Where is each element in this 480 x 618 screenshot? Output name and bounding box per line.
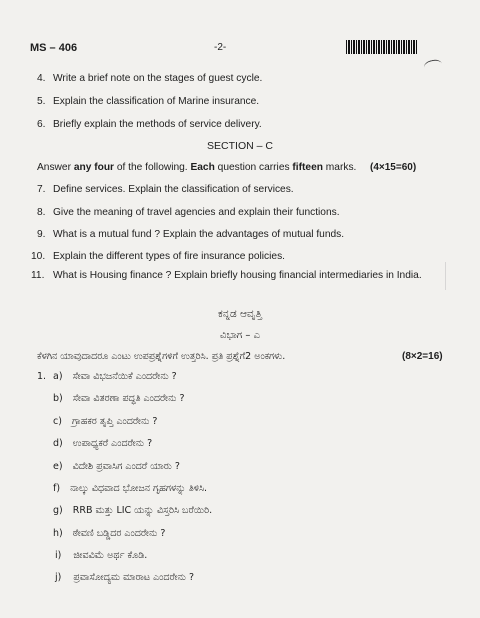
- sub-label: b): [53, 393, 63, 404]
- question-number: 11.: [31, 270, 45, 281]
- page-header: [30, 42, 418, 56]
- kannada-sub-question: [53, 371, 177, 383]
- question-text: What is Housing finance ? Explain briefly housing financial intermediaries in India.: [53, 270, 422, 281]
- sub-text: ಸೇವಾ ವಿಭಜನೆಯಿಕೆ ಎಂದರೇನು ?: [72, 371, 177, 382]
- sub-text: ಉಪಾಧ್ಯಕರೆ ಎಂದರೇನು ?: [72, 438, 153, 449]
- sub-label: e): [53, 461, 63, 472]
- sub-label: i): [55, 550, 62, 561]
- question-11: [31, 270, 431, 296]
- section-c-marks: (4×15=60): [370, 162, 417, 173]
- question-number: 4.: [37, 73, 46, 84]
- kannada-version-title: ಕನ್ನಡ ಆವೃತ್ತಿ: [217, 308, 263, 320]
- question-text: Explain the classification of Marine insurance.: [53, 96, 260, 107]
- question-text: Give the meaning of travel agencies and explain their functions.: [53, 207, 340, 218]
- sub-text: RRB ಮತ್ತು LIC ಯನ್ನು ವಿಸ್ತರಿಸಿ ಬರೆಯಿರಿ.: [72, 505, 213, 516]
- question-number: 5.: [37, 96, 46, 107]
- kannada-sub-question: [55, 550, 147, 562]
- kannada-sub-question: [53, 461, 180, 473]
- sub-label: g): [53, 505, 63, 516]
- page-number: -2-: [214, 42, 227, 53]
- question-text: What is a mutual fund ? Explain the advantages of mutual funds.: [53, 229, 345, 240]
- question-number: 8.: [37, 207, 46, 218]
- section-c-instruction: Answer any four of the following. Each question carries fifteen marks.: [37, 162, 357, 173]
- sub-label: a): [53, 371, 63, 382]
- sub-text: ಠೇವಣಿ ಬಡ್ಡಿದರ ಎಂದರೇನು ?: [72, 528, 166, 539]
- exam-code: MS – 406: [30, 42, 78, 54]
- page-curl-mark: [423, 58, 443, 73]
- kannada-sub-question: [53, 393, 185, 405]
- question-number: 7.: [37, 184, 46, 195]
- sub-label: d): [53, 438, 63, 449]
- sub-label: h): [53, 528, 63, 539]
- kannada-sub-question: [53, 483, 207, 495]
- scan-smudge: [445, 262, 456, 290]
- barcode: [346, 40, 418, 54]
- kannada-section-title: ವಿಭಾಗ – ಎ: [220, 330, 260, 341]
- kannada-question-number: 1.: [37, 371, 47, 382]
- question-text: Write a brief note on the stages of guest cycle.: [53, 73, 263, 84]
- sub-text: ಜೀವವಿಮೆ ಅರ್ಥ ಕೊಡಿ.: [73, 550, 148, 561]
- sub-text: ವಿದೇಶಿ ಪ್ರವಾಸಿಗ ಎಂದರೆ ಯಾರು ?: [72, 461, 180, 472]
- question-text: Explain the different types of fire insurance policies.: [53, 251, 285, 262]
- kannada-sub-question: [55, 572, 194, 584]
- kannada-sub-question: [53, 528, 165, 540]
- sub-text: ಪ್ರವಾಸೋದ್ಯಮ ಮಾರಾಟ ಎಂದರೇನು ?: [73, 572, 195, 583]
- question-number: 10.: [31, 251, 46, 262]
- question-number: 6.: [37, 119, 46, 130]
- kannada-sub-question: [53, 505, 212, 517]
- sub-text: ಗ್ರಾಹಕರ ತೃಪ್ತಿ ಎಂದರೇನು ?: [71, 416, 158, 427]
- sub-label: c): [53, 416, 62, 427]
- kannada-instruction: ಕೆಳಗಿನ ಯಾವುದಾದರೂ ಎಂಟು ಉಪಪ್ರಶ್ನೆಗಳಿಗೆ ಉತ್ತರಿಸಿ. ಪ್ರತಿ ಪ್ರಶ್ನೆಗೆ2 ಅಂಕಗಳು.: [37, 351, 286, 362]
- kannada-marks: (8×2=16): [402, 351, 443, 362]
- kannada-sub-question: [53, 438, 152, 450]
- kannada-sub-question: [53, 416, 157, 428]
- sub-text: ಸೇವಾ ವಿತರಣಾ ಪದ್ಧತಿ ಎಂದರೇನು ?: [72, 393, 185, 404]
- sub-label: j): [55, 572, 62, 583]
- sub-label: f): [53, 483, 61, 494]
- question-text: Briefly explain the methods of service delivery.: [53, 119, 262, 130]
- section-c-title: SECTION – C: [207, 140, 273, 152]
- question-text: Define services. Explain the classification of services.: [53, 184, 294, 195]
- sub-text: ನಾಲ್ಕು ವಿಧವಾದ ಭೋಜನ ಗೃಹಗಳನ್ನು ತಿಳಿಸಿ.: [70, 483, 208, 494]
- question-number: 9.: [37, 229, 46, 240]
